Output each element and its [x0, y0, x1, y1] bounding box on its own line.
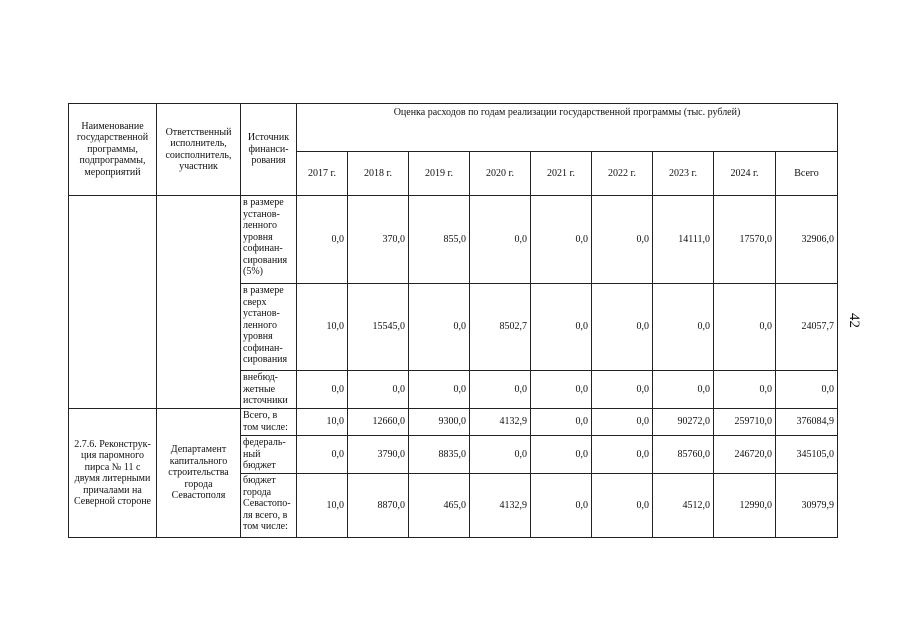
value-cell: 0,0: [714, 284, 776, 371]
value-cell: 15545,0: [348, 284, 409, 371]
value-cell: 12660,0: [348, 409, 409, 436]
program-name-cell: 2.7.6. Реконструк-ция паромного пирса № 11 с двумя литерными причалами на Северной стороне: [69, 409, 157, 538]
value-cell: 0,0: [592, 409, 653, 436]
source-cell: в размере установ-ленного уровня софинан-сирования (5%): [241, 196, 297, 284]
value-cell: 0,0: [531, 409, 592, 436]
value-cell: 370,0: [348, 196, 409, 284]
value-cell: 0,0: [470, 196, 531, 284]
value-cell: 17570,0: [714, 196, 776, 284]
source-cell: Всего, в том числе:: [241, 409, 297, 436]
total-cell: 30979,9: [776, 474, 838, 538]
value-cell: 0,0: [297, 371, 348, 409]
program-name-cell: [69, 196, 157, 409]
value-cell: 0,0: [531, 284, 592, 371]
source-cell: внебюд-жетные источники: [241, 371, 297, 409]
value-cell: 4132,9: [470, 474, 531, 538]
value-cell: 246720,0: [714, 436, 776, 474]
value-cell: 4132,9: [470, 409, 531, 436]
value-cell: 0,0: [531, 196, 592, 284]
header-year: 2023 г.: [653, 152, 714, 196]
source-cell: в размере сверх установ-ленного уровня софинан-сирования: [241, 284, 297, 371]
header-estimate: Оценка расходов по годам реализации государственной программы (тыс. рублей): [297, 104, 838, 152]
value-cell: 14111,0: [653, 196, 714, 284]
header-name: Наименование государственной программы, подпрограммы, мероприятий: [69, 104, 157, 196]
value-cell: 0,0: [470, 371, 531, 409]
value-cell: 0,0: [409, 371, 470, 409]
value-cell: 10,0: [297, 474, 348, 538]
header-source: Источник финанси-рования: [241, 104, 297, 196]
executor-cell: [157, 196, 241, 409]
header-year: 2018 г.: [348, 152, 409, 196]
value-cell: 0,0: [592, 436, 653, 474]
value-cell: 0,0: [531, 474, 592, 538]
source-cell: федераль-ный бюджет: [241, 436, 297, 474]
value-cell: 10,0: [297, 409, 348, 436]
source-cell: бюджет города Севастопо-ля всего, в том числе:: [241, 474, 297, 538]
value-cell: 9300,0: [409, 409, 470, 436]
value-cell: 10,0: [297, 284, 348, 371]
header-year: 2021 г.: [531, 152, 592, 196]
header-year: 2020 г.: [470, 152, 531, 196]
total-cell: 376084,9: [776, 409, 838, 436]
value-cell: 0,0: [297, 196, 348, 284]
value-cell: 0,0: [531, 436, 592, 474]
total-cell: 345105,0: [776, 436, 838, 474]
value-cell: 0,0: [470, 436, 531, 474]
total-cell: 32906,0: [776, 196, 838, 284]
table-row: [69, 409, 838, 436]
value-cell: 90272,0: [653, 409, 714, 436]
value-cell: 0,0: [592, 474, 653, 538]
value-cell: 465,0: [409, 474, 470, 538]
table-row: [69, 196, 838, 284]
header-year: 2022 г.: [592, 152, 653, 196]
value-cell: 8870,0: [348, 474, 409, 538]
value-cell: 0,0: [653, 284, 714, 371]
value-cell: 0,0: [531, 371, 592, 409]
value-cell: 0,0: [592, 284, 653, 371]
value-cell: 259710,0: [714, 409, 776, 436]
value-cell: 0,0: [592, 371, 653, 409]
value-cell: 4512,0: [653, 474, 714, 538]
value-cell: 12990,0: [714, 474, 776, 538]
value-cell: 8835,0: [409, 436, 470, 474]
value-cell: 0,0: [653, 371, 714, 409]
budget-table: [68, 103, 838, 538]
total-cell: 0,0: [776, 371, 838, 409]
executor-cell: Департамент капитального строительства города Севастополя: [157, 409, 241, 538]
total-cell: 24057,7: [776, 284, 838, 371]
header-executor: Ответственный исполнитель, соисполнитель, участник: [157, 104, 241, 196]
value-cell: 0,0: [348, 371, 409, 409]
value-cell: 85760,0: [653, 436, 714, 474]
value-cell: 0,0: [714, 371, 776, 409]
page-number: 42: [846, 313, 862, 328]
value-cell: 3790,0: [348, 436, 409, 474]
header-year: 2024 г.: [714, 152, 776, 196]
value-cell: 0,0: [409, 284, 470, 371]
header-year: 2019 г.: [409, 152, 470, 196]
value-cell: 8502,7: [470, 284, 531, 371]
value-cell: 0,0: [297, 436, 348, 474]
header-total: Всего: [776, 152, 838, 196]
header-year: 2017 г.: [297, 152, 348, 196]
value-cell: 0,0: [592, 196, 653, 284]
value-cell: 855,0: [409, 196, 470, 284]
